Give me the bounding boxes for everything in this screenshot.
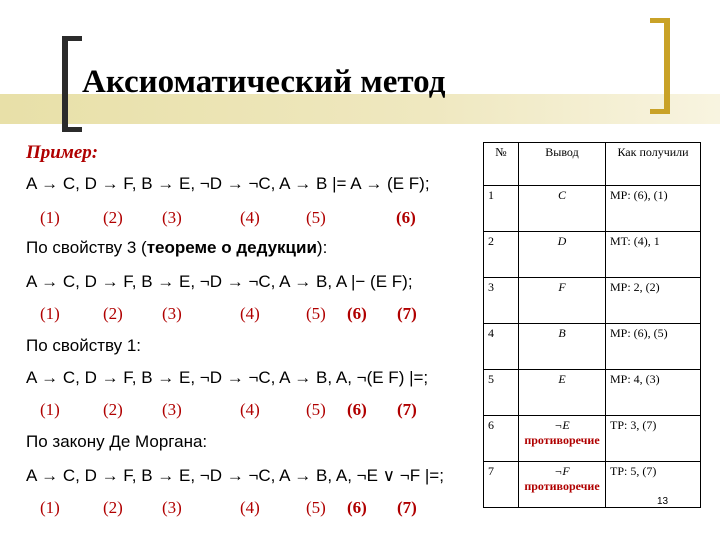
num-label: (7) bbox=[397, 304, 417, 323]
heading-property-1 bbox=[26, 336, 141, 356]
contradiction-label: противоречие bbox=[524, 433, 600, 447]
row-output bbox=[519, 324, 606, 370]
row-output-formula: F bbox=[558, 280, 566, 294]
row-how: MP: 4, (3) bbox=[606, 370, 701, 416]
heading-deduction bbox=[26, 238, 327, 258]
formula-1-text: A → C, D → F, B → E, ¬D → ¬C, A → B |= A → (E F); bbox=[26, 174, 430, 193]
num-label: (5) bbox=[306, 304, 326, 323]
column-header-output: Вывод bbox=[519, 143, 606, 186]
row-how: MP: (6), (1) bbox=[606, 186, 701, 232]
row-output bbox=[519, 232, 606, 278]
row-how: MP: (6), (5) bbox=[606, 324, 701, 370]
num-label: (7) bbox=[397, 400, 417, 419]
row-output bbox=[519, 416, 606, 462]
num-label: (2) bbox=[103, 400, 123, 419]
formula-3-text: A → C, D → F, B → E, ¬D → ¬C, A → B, A, ¬(E F) |=; bbox=[26, 368, 429, 387]
num-label: (3) bbox=[162, 498, 182, 517]
num-label: (4) bbox=[240, 208, 260, 227]
row-how: MT: (4), 1 bbox=[606, 232, 701, 278]
heading-text: По закону Де Моргана: bbox=[26, 432, 208, 451]
formula-2 bbox=[26, 272, 413, 292]
row-how: TP: 5, (7) bbox=[606, 462, 701, 508]
num-label: (6) bbox=[396, 208, 416, 227]
heading-de-morgan bbox=[26, 432, 207, 452]
row-number: 2 bbox=[484, 232, 519, 278]
num-label: (2) bbox=[103, 498, 123, 517]
formula-4-numbers bbox=[0, 498, 480, 520]
num-label: (6) bbox=[347, 400, 367, 419]
row-how: TP: 3, (7) bbox=[606, 416, 701, 462]
contradiction-label: противоречие bbox=[524, 479, 600, 493]
num-label: (4) bbox=[240, 304, 260, 323]
row-number: 5 bbox=[484, 370, 519, 416]
num-label: (6) bbox=[347, 498, 367, 517]
table-row bbox=[484, 416, 701, 462]
heading-text: По свойству 3 ( bbox=[26, 238, 147, 257]
example-label: Пример: bbox=[26, 142, 99, 163]
right-bracket-decoration bbox=[650, 18, 670, 114]
row-output-formula: B bbox=[558, 326, 566, 340]
row-output-formula: ¬E bbox=[554, 418, 570, 432]
row-output-formula: E bbox=[558, 372, 566, 386]
formula-3 bbox=[26, 368, 428, 388]
row-output bbox=[519, 370, 606, 416]
num-label: (7) bbox=[397, 498, 417, 517]
num-label: (2) bbox=[103, 208, 123, 227]
num-label: (5) bbox=[306, 400, 326, 419]
formula-2-numbers bbox=[0, 304, 480, 326]
num-label: (5) bbox=[306, 498, 326, 517]
num-label: (1) bbox=[40, 498, 60, 517]
formula-4-text: A → C, D → F, B → E, ¬D → ¬C, A → B, A, ¬E ∨ ¬F |=; bbox=[26, 466, 444, 485]
num-label: (1) bbox=[40, 400, 60, 419]
row-number: 6 bbox=[484, 416, 519, 462]
left-bracket-decoration bbox=[62, 36, 82, 132]
num-label: (3) bbox=[162, 208, 182, 227]
num-label: (2) bbox=[103, 304, 123, 323]
num-label: (4) bbox=[240, 400, 260, 419]
table-row bbox=[484, 370, 701, 416]
row-number: 7 bbox=[484, 462, 519, 508]
table-row bbox=[484, 186, 701, 232]
formula-1 bbox=[26, 174, 430, 194]
row-output-formula: ¬F bbox=[554, 464, 570, 478]
num-label: (4) bbox=[240, 498, 260, 517]
row-number: 1 bbox=[484, 186, 519, 232]
row-output-formula: D bbox=[557, 234, 567, 248]
row-output bbox=[519, 186, 606, 232]
column-header-number: № bbox=[484, 143, 519, 186]
page-number: 13 bbox=[657, 496, 669, 507]
row-how: MP: 2, (2) bbox=[606, 278, 701, 324]
num-label: (1) bbox=[40, 304, 60, 323]
formula-3-numbers bbox=[0, 400, 480, 422]
heading-text: По свойству 1: bbox=[26, 336, 142, 355]
row-output bbox=[519, 462, 606, 508]
table-row bbox=[484, 232, 701, 278]
row-number: 3 bbox=[484, 278, 519, 324]
heading-end-text: ): bbox=[316, 238, 328, 257]
num-label: (3) bbox=[162, 400, 182, 419]
num-label: (1) bbox=[40, 208, 60, 227]
table-row bbox=[484, 278, 701, 324]
formula-4 bbox=[26, 466, 444, 486]
row-number: 4 bbox=[484, 324, 519, 370]
table-row bbox=[484, 324, 701, 370]
formula-1-numbers bbox=[0, 208, 480, 230]
heading-bold-text: теореме о дедукции bbox=[146, 238, 317, 257]
row-output-formula: C bbox=[557, 188, 566, 202]
proof-table bbox=[483, 142, 701, 508]
table-header-row bbox=[484, 143, 701, 186]
column-header-how: Как получили bbox=[606, 143, 701, 186]
formula-2-text: A → C, D → F, B → E, ¬D → ¬C, A → B, A |− (E F); bbox=[26, 272, 413, 291]
num-label: (5) bbox=[306, 208, 326, 227]
slide-title: Аксиоматический метод bbox=[82, 64, 446, 100]
num-label: (3) bbox=[162, 304, 182, 323]
num-label: (6) bbox=[347, 304, 367, 323]
row-output bbox=[519, 278, 606, 324]
